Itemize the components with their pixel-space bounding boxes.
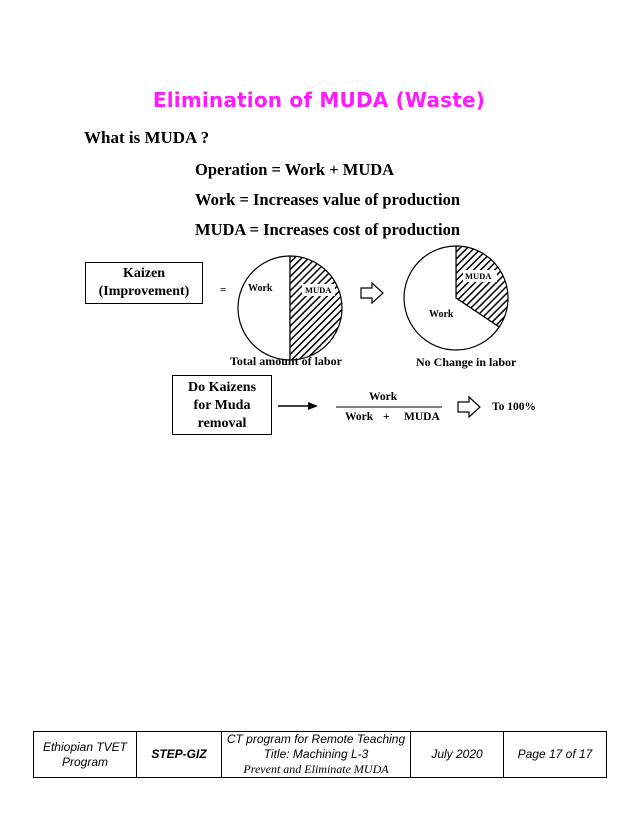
do-kaizens-line1: Do Kaizens [187, 380, 257, 395]
footer-page-number: Page 17 of 17 [504, 732, 607, 778]
definition-operation: Operation = Work + MUDA [195, 160, 395, 179]
kaizen-box [85, 262, 203, 304]
footer-title-line3: Prevent and Eliminate MUDA [243, 762, 389, 776]
do-kaizens-line2: for Muda [193, 398, 251, 413]
pie-right-caption: No Change in labor [416, 355, 517, 369]
improvement-label: (Improvement) [98, 284, 190, 299]
definition-work: Work = Increases value of production [195, 190, 461, 209]
fraction-numerator: Work [369, 391, 398, 403]
hollow-arrow-result-icon [458, 397, 480, 417]
page-footer [33, 731, 607, 778]
footer-date: July 2020 [411, 732, 504, 778]
kaizen-label: Kaizen [123, 266, 165, 281]
question-heading: What is MUDA ? [84, 128, 210, 147]
pie-left-muda-label: MUDA [305, 285, 332, 295]
footer-program-line1: Ethiopian TVET [42, 739, 128, 754]
fraction-den-plus: + [383, 411, 390, 423]
footer-program-line2: Program [61, 754, 108, 769]
pie-left-work-label: Work [248, 283, 273, 294]
pie-right [404, 246, 508, 350]
do-kaizens-box [172, 375, 272, 435]
definition-muda: MUDA = Increases cost of production [195, 220, 460, 239]
pie-right-muda-label: MUDA [465, 271, 492, 281]
pie-right-work-label: Work [429, 309, 454, 320]
fraction-den-muda: MUDA [404, 411, 440, 423]
fraction-den-work: Work [345, 411, 374, 423]
arrowhead-icon [308, 402, 318, 410]
pie-left-muda-slice [290, 256, 342, 360]
pie-left-work-slice [238, 256, 290, 360]
result-label: To 100% [492, 401, 536, 413]
pie-left [238, 256, 342, 360]
pie-left-caption: Total amount of labor [230, 354, 342, 368]
equals-sign: = [220, 284, 227, 296]
footer-title-line2: Title: Machining L-3 [263, 747, 369, 761]
footer-program [34, 732, 137, 778]
footer-org: STEP-GIZ [137, 732, 222, 778]
page-title: Elimination of MUDA (Waste) [152, 88, 486, 112]
footer-title-line1: CT program for Remote Teaching [226, 732, 406, 746]
do-kaizens-line3: removal [197, 416, 247, 431]
footer-title [222, 732, 411, 778]
hollow-arrow-right-icon [361, 283, 383, 303]
